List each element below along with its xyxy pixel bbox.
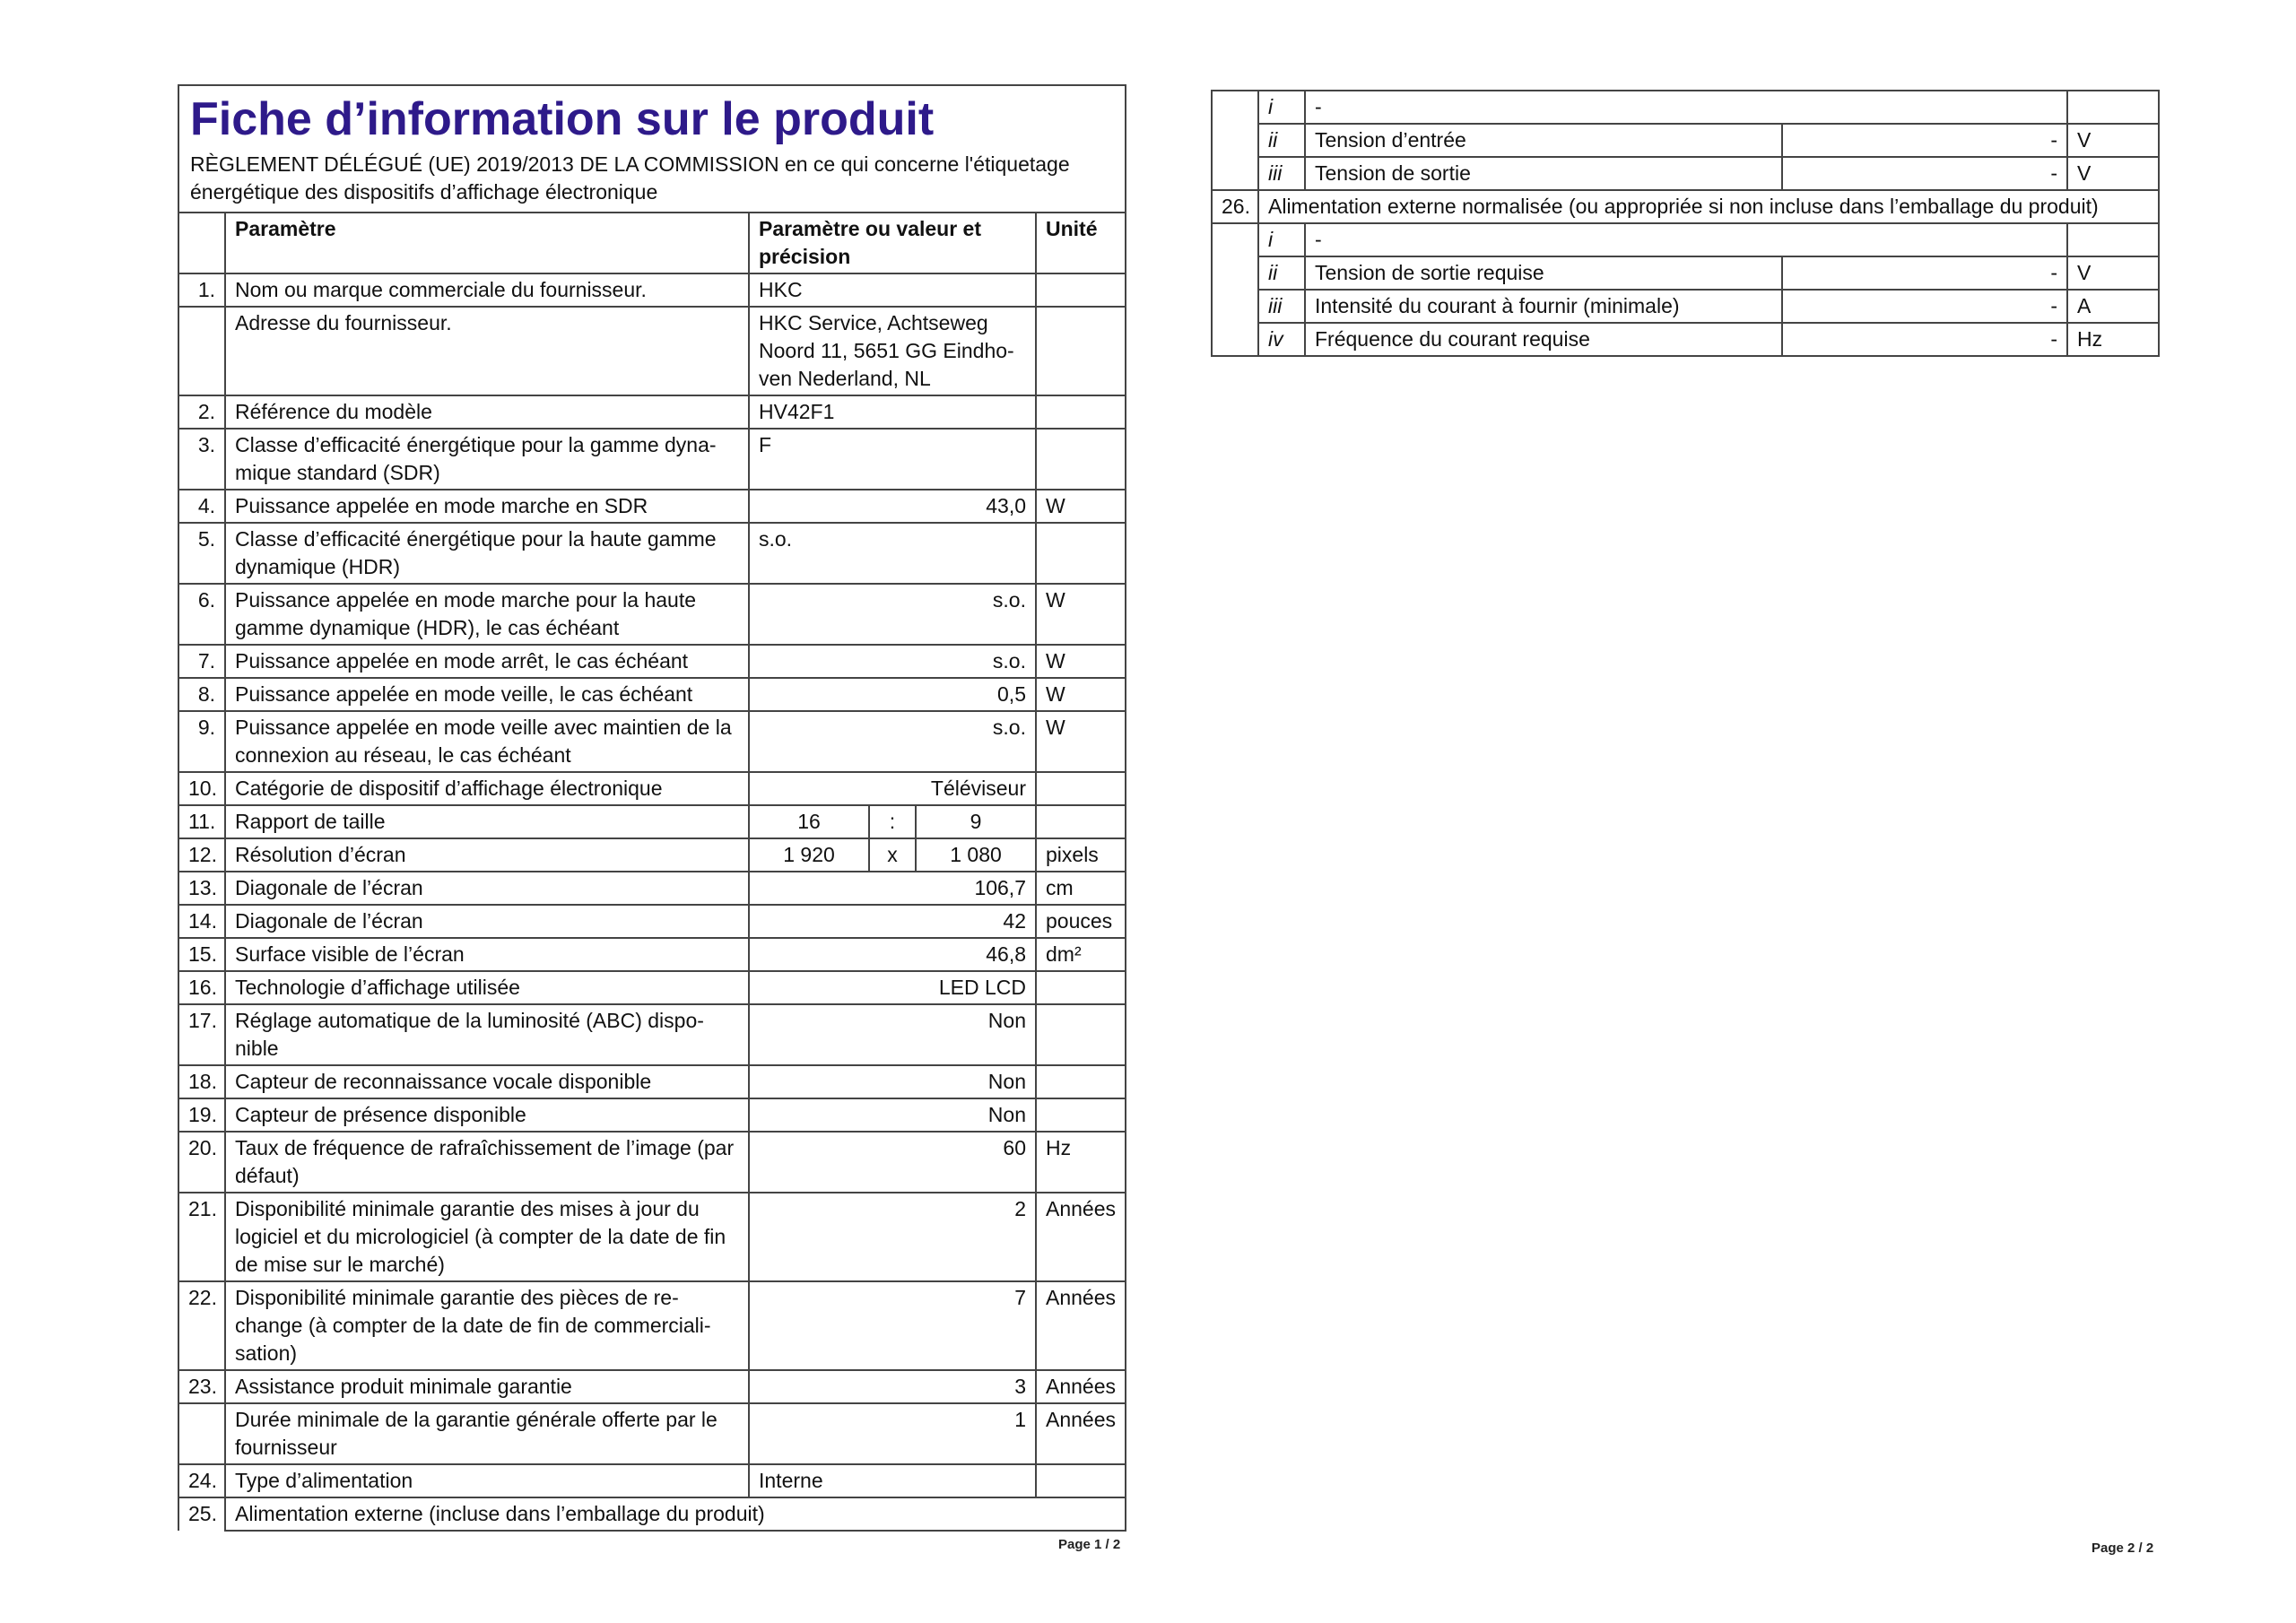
row-unit: Hz [2067, 323, 2159, 356]
row-number: 25. [178, 1497, 225, 1531]
row-label: Rapport de taille [225, 805, 749, 838]
page-number-1: Page 1 / 2 [1058, 1537, 1121, 1552]
table-row [178, 1193, 1126, 1281]
row-value: 46,8 [749, 938, 1036, 971]
row-number: 12. [178, 838, 225, 872]
row-unit [1036, 523, 1126, 584]
row-unit: A [2067, 290, 2159, 323]
table-row [178, 1065, 1126, 1098]
row-number: 8. [178, 678, 225, 711]
table-row [178, 307, 1126, 395]
table-row [178, 490, 1126, 523]
table-row [178, 523, 1126, 584]
row-label: Assistance produit minimale garantie [225, 1370, 749, 1403]
row-unit: V [2067, 256, 2159, 290]
row-label: Intensité du courant à fournir (minimale) [1305, 290, 1782, 323]
row-value: 7 [749, 1281, 1036, 1370]
row-label: Puissance appelée en mode veille, le cas échéant [225, 678, 749, 711]
row-unit [1036, 1004, 1126, 1065]
table-row [178, 1464, 1126, 1497]
table-row [178, 1281, 1126, 1370]
row-label: Type d’alimentation [225, 1464, 749, 1497]
row-label: Diagonale de l’écran [225, 905, 749, 938]
row-label: Réglage automatique de la luminosité (ABC) dispo-nible [225, 1004, 749, 1065]
row-unit: pouces [1036, 905, 1126, 938]
row-number: 11. [178, 805, 225, 838]
row-number: 20. [178, 1132, 225, 1193]
row-value: Téléviseur [749, 772, 1036, 805]
sub-index: i [1258, 223, 1305, 256]
row-unit [1036, 429, 1126, 490]
row-label: Adresse du fournisseur. [225, 307, 749, 395]
row-number [178, 1403, 225, 1464]
table-row [178, 938, 1126, 971]
row-value: F [749, 429, 1036, 490]
header-unit: Unité [1036, 213, 1126, 273]
row-unit: dm² [1036, 938, 1126, 971]
sub-index: ii [1258, 256, 1305, 290]
header-param: Paramètre [225, 213, 749, 273]
row-label: Capteur de présence disponible [225, 1098, 749, 1132]
table-row [1212, 256, 2159, 290]
row-value: - [1782, 124, 2067, 157]
row-unit: Années [1036, 1370, 1126, 1403]
sub-index: iv [1258, 323, 1305, 356]
row-value: 43,0 [749, 490, 1036, 523]
row-value: - [1782, 157, 2067, 190]
row-label: Diagonale de l’écran [225, 872, 749, 905]
table-row [178, 1098, 1126, 1132]
row-label: Disponibilité minimale garantie des mises à jour du logiciel et du micrologiciel (à compter de la date de fin de mise sur le marché) [225, 1193, 749, 1281]
row-unit: V [2067, 157, 2159, 190]
table-row [1212, 157, 2159, 190]
row-label: Durée minimale de la garantie générale offerte par le fournisseur [225, 1403, 749, 1464]
row-value: Interne [749, 1464, 1036, 1497]
row-unit: Hz [1036, 1132, 1126, 1193]
row-number: 4. [178, 490, 225, 523]
row-label: Alimentation externe normalisée (ou appropriée si non incluse dans l’emballage du produit) [1258, 190, 2159, 223]
table-row [178, 1004, 1126, 1065]
row-label: - [1305, 223, 2067, 256]
row-unit [1036, 1098, 1126, 1132]
row-unit: V [2067, 124, 2159, 157]
table-row [178, 1132, 1126, 1193]
row-number: 26. [1212, 190, 1258, 223]
row-value: Non [749, 1098, 1036, 1132]
row-number: 24. [178, 1464, 225, 1497]
resolution-width: 1 920 [749, 838, 869, 872]
row-number: 5. [178, 523, 225, 584]
document-title: Fiche d’information sur le produit [190, 93, 935, 145]
table-row [178, 678, 1126, 711]
row-value: - [1782, 290, 2067, 323]
row-value: 1 [749, 1403, 1036, 1464]
row-unit: W [1036, 490, 1126, 523]
row-value: HKC [749, 273, 1036, 307]
ratio-width: 16 [749, 805, 869, 838]
table-row [1212, 190, 2159, 223]
row-unit: Années [1036, 1281, 1126, 1370]
table-row [178, 1403, 1126, 1464]
row-number: 3. [178, 429, 225, 490]
table-row [178, 905, 1126, 938]
row-value: s.o. [749, 711, 1036, 772]
row-value: s.o. [749, 645, 1036, 678]
row-value: 3 [749, 1370, 1036, 1403]
row-unit [1036, 395, 1126, 429]
ratio-separator: : [869, 805, 916, 838]
row-value: 42 [749, 905, 1036, 938]
title-row [178, 85, 1126, 213]
row-label: Puissance appelée en mode arrêt, le cas échéant [225, 645, 749, 678]
row-value: LED LCD [749, 971, 1036, 1004]
row-label: Disponibilité minimale garantie des pièces de re-change (à compter de la date de fin de commerciali-sation) [225, 1281, 749, 1370]
product-info-table-page-1 [178, 84, 1126, 1532]
row-number: 15. [178, 938, 225, 971]
row-number: 21. [178, 1193, 225, 1281]
table-row [178, 1497, 1126, 1531]
row-label: Puissance appelée en mode marche pour la haute gamme dynamique (HDR), le cas échéant [225, 584, 749, 645]
row-number: 9. [178, 711, 225, 772]
row-value: s.o. [749, 584, 1036, 645]
row-number: 6. [178, 584, 225, 645]
row-unit: W [1036, 678, 1126, 711]
row-number: 7. [178, 645, 225, 678]
table-row [178, 872, 1126, 905]
table-row [1212, 290, 2159, 323]
row-number: 23. [178, 1370, 225, 1403]
row-value: 0,5 [749, 678, 1036, 711]
row-number: 18. [178, 1065, 225, 1098]
row-number: 14. [178, 905, 225, 938]
row-unit [1036, 772, 1126, 805]
row-label: Puissance appelée en mode veille avec maintien de la connexion au réseau, le cas échéant [225, 711, 749, 772]
row-value: Non [749, 1004, 1036, 1065]
row-unit [1036, 307, 1126, 395]
row-label: Fréquence du courant requise [1305, 323, 1782, 356]
row-number: 17. [178, 1004, 225, 1065]
row-label: Classe d’efficacité énergétique pour la haute gamme dynamique (HDR) [225, 523, 749, 584]
row-unit [1036, 805, 1126, 838]
row-value: Non [749, 1065, 1036, 1098]
row-value: 2 [749, 1193, 1036, 1281]
table-row [178, 584, 1126, 645]
sub-index: i [1258, 91, 1305, 124]
row-label: Tension d’entrée [1305, 124, 1782, 157]
row-label: Taux de fréquence de rafraîchissement de l’image (par défaut) [225, 1132, 749, 1193]
table-row [178, 273, 1126, 307]
sub-index: iii [1258, 157, 1305, 190]
row-unit: W [1036, 645, 1126, 678]
row-value: - [1782, 256, 2067, 290]
row-number: 1. [178, 273, 225, 307]
row-value: HKC Service, Achtseweg Noord 11, 5651 GG Eindho-ven Nederland, NL [749, 307, 1036, 395]
row-label: Catégorie de dispositif d’affichage électronique [225, 772, 749, 805]
table-row [1212, 323, 2159, 356]
row-unit: cm [1036, 872, 1126, 905]
document-subtitle: RÈGLEMENT DÉLÉGUÉ (UE) 2019/2013 DE LA COMMISSION en ce qui concerne l'étiquetage énergétique des dispositifs d’affichage électronique [190, 152, 1070, 204]
row-unit [1036, 1464, 1126, 1497]
table-row [178, 1370, 1126, 1403]
row-label: Tension de sortie [1305, 157, 1782, 190]
resolution-separator: x [869, 838, 916, 872]
row-unit [1036, 273, 1126, 307]
page-number-2: Page 2 / 2 [2092, 1541, 2154, 1556]
row-unit: Années [1036, 1193, 1126, 1281]
table-row [178, 645, 1126, 678]
row-unit [1036, 1065, 1126, 1098]
row-label: Résolution d’écran [225, 838, 749, 872]
table-row [1212, 223, 2159, 256]
row-value: 60 [749, 1132, 1036, 1193]
row-number: 10. [178, 772, 225, 805]
row-unit: pixels [1036, 838, 1126, 872]
table-row [1212, 124, 2159, 157]
row-label: Technologie d’affichage utilisée [225, 971, 749, 1004]
table-row [178, 838, 1126, 872]
row-label: Puissance appelée en mode marche en SDR [225, 490, 749, 523]
row-number: 13. [178, 872, 225, 905]
header-row [178, 213, 1126, 273]
row-label: Tension de sortie requise [1305, 256, 1782, 290]
sub-index: ii [1258, 124, 1305, 157]
row-number: 2. [178, 395, 225, 429]
row-label: Référence du modèle [225, 395, 749, 429]
row-unit [1036, 971, 1126, 1004]
row-value: - [1782, 323, 2067, 356]
row-label: Capteur de reconnaissance vocale disponible [225, 1065, 749, 1098]
product-info-table-page-2 [1211, 90, 2160, 357]
sub-index: iii [1258, 290, 1305, 323]
row-number: 16. [178, 971, 225, 1004]
row-value: 106,7 [749, 872, 1036, 905]
table-row [178, 772, 1126, 805]
row-label: Surface visible de l’écran [225, 938, 749, 971]
row-value: s.o. [749, 523, 1036, 584]
header-value: Paramètre ou valeur et précision [749, 213, 1036, 273]
ratio-height: 9 [916, 805, 1036, 838]
table-row [178, 395, 1126, 429]
row-label: - [1305, 91, 2067, 124]
row-number: 22. [178, 1281, 225, 1370]
row-unit: W [1036, 711, 1126, 772]
table-row [178, 429, 1126, 490]
table-row [178, 971, 1126, 1004]
row-number: 19. [178, 1098, 225, 1132]
row-number [178, 307, 225, 395]
table-row [178, 805, 1126, 838]
resolution-height: 1 080 [916, 838, 1036, 872]
row-unit: Années [1036, 1403, 1126, 1464]
row-label: Alimentation externe (incluse dans l’emballage du produit) [225, 1497, 1126, 1531]
row-label: Classe d’efficacité énergétique pour la gamme dyna-mique standard (SDR) [225, 429, 749, 490]
row-unit: W [1036, 584, 1126, 645]
table-row [178, 711, 1126, 772]
row-label: Nom ou marque commerciale du fournisseur. [225, 273, 749, 307]
row-value: HV42F1 [749, 395, 1036, 429]
table-row [1212, 91, 2159, 124]
